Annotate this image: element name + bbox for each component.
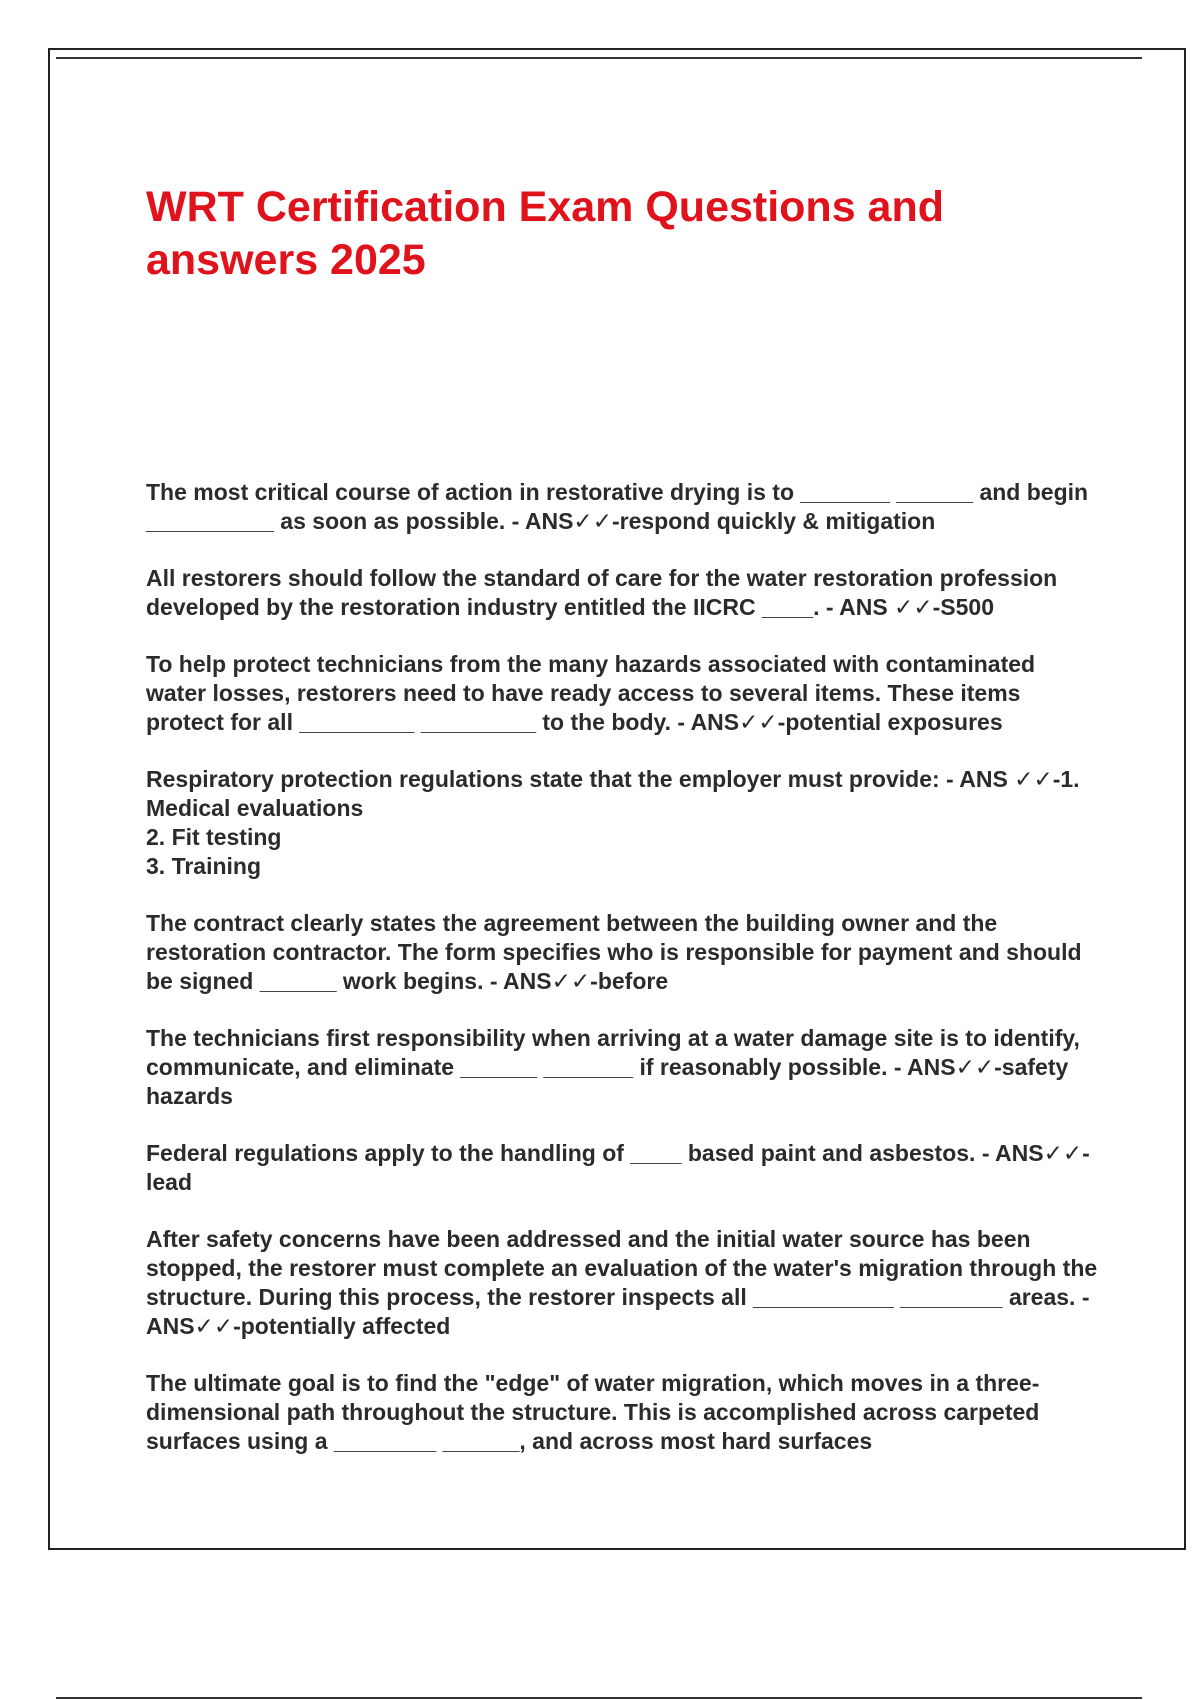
bottom-rule — [56, 1697, 1142, 1699]
qa-item: The ultimate goal is to find the "edge" of water migration, which moves in a three-dimensional path throughout the structure. This is accomplished across carpeted surfaces using a ________ ______, and across most hard surfaces — [146, 1370, 1040, 1454]
qa-item: After safety concerns have been addressed and the initial water source has been stopped, the restorer must complete an evaluation of the water's migration through the structure. During this process, the restorer inspects all ___________ ________ areas. - ANS✓✓-potentially affected — [146, 1226, 1098, 1339]
qa-item: The most critical course of action in restorative drying is to _______ ______ and begin __________ as soon as possible. - ANS✓✓-respond quickly & mitigation — [146, 479, 1089, 534]
qa-list — [146, 478, 1101, 1484]
qa-item: Respiratory protection regulations state that the employer must provide: - ANS ✓✓-1. Medical evaluations 2. Fit testing 3. Training — [146, 766, 1080, 879]
qa-item: To help protect technicians from the many hazards associated with contaminated water losses, restorers need to have ready access to several items. These items protect for all _________ _________ to the body. - ANS✓✓-potential exposures — [146, 651, 1036, 735]
qa-item: The technicians first responsibility when arriving at a water damage site is to identify, communicate, and eliminate ______ _______ if reasonably possible. - ANS✓✓-safety hazards — [146, 1025, 1080, 1109]
qa-item: The contract clearly states the agreement between the building owner and the restoration contractor. The form specifies who is responsible for payment and should be signed ______ work begins. - ANS✓✓-before — [146, 910, 1082, 994]
qa-item: All restorers should follow the standard of care for the water restoration profession developed by the restoration industry entitled the IICRC ____. - ANS ✓✓-S500 — [146, 565, 1058, 620]
qa-item: Federal regulations apply to the handling of ____ based paint and asbestos. - ANS✓✓-lead — [146, 1140, 1090, 1195]
document-title: WRT Certification Exam Questions and answers 2025 — [146, 183, 944, 284]
